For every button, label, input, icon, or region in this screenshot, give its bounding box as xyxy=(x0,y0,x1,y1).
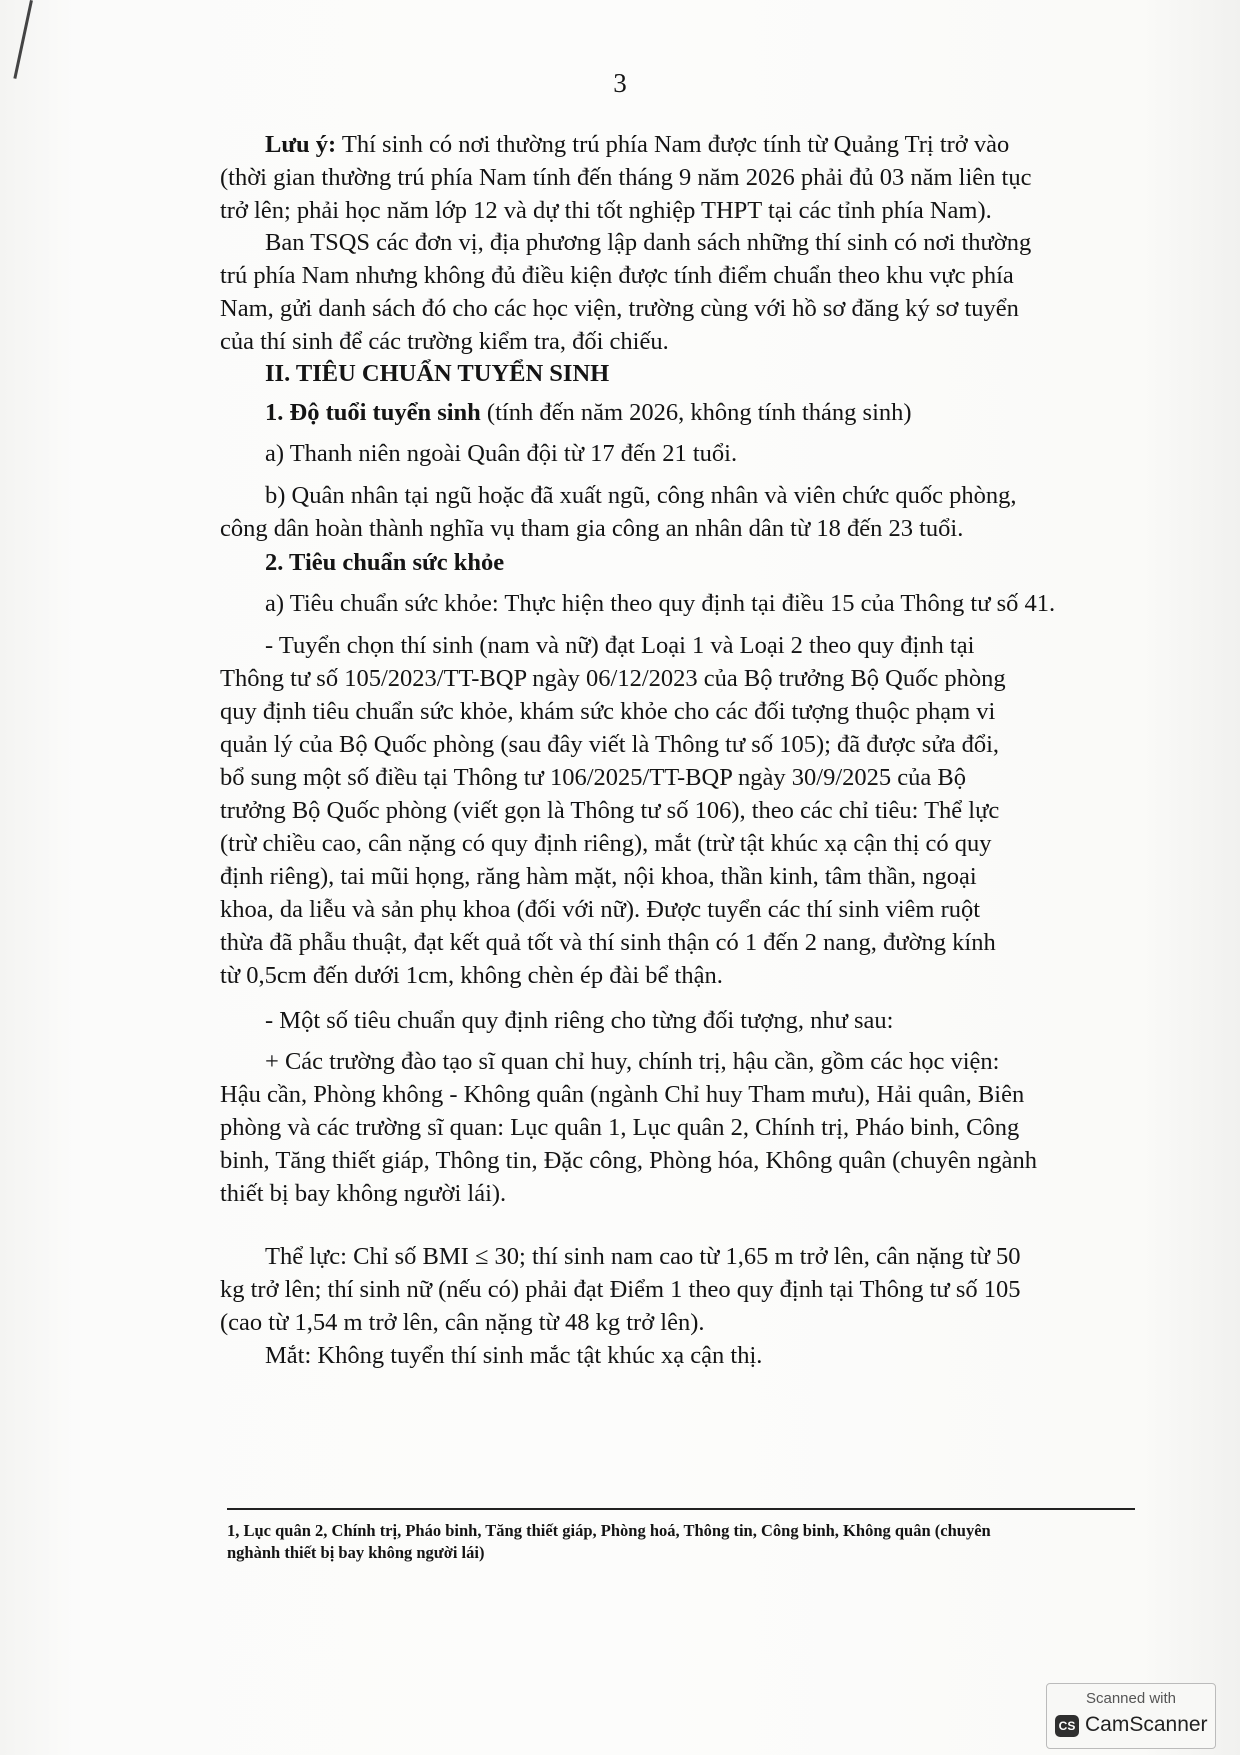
specific-standards-line: - Một số tiêu chuẩn quy định riêng cho từng đối tượng, như sau: xyxy=(265,1007,894,1034)
camscanner-watermark xyxy=(1046,1683,1216,1749)
page-number: 3 xyxy=(613,68,627,98)
age-item-a: a) Thanh niên ngoài Quân đội từ 17 đến 21 tuổi. xyxy=(265,440,738,467)
camscanner-logo-icon: CS xyxy=(1055,1715,1079,1737)
eyes-line: Mắt: Không tuyển thí sinh mắc tật khúc xạ cận thị. xyxy=(265,1342,763,1369)
bantsqs-paragraph: Ban TSQS các đơn vị, địa phương lập danh sách những thí sinh có nơi thường trú phía Nam nhưng không đủ điều kiện được tính điểm chuẩn theo khu vực phía Nam, gửi danh sách đó cho các học viện, trường cùng với hồ sơ đăng ký sơ tuyển của thí sinh để các trường kiểm tra, đối chiếu. xyxy=(220,229,1032,355)
health-item-a: a) Tiêu chuẩn sức khỏe: Thực hiện theo quy định tại điều 15 của Thông tư số 41. xyxy=(265,590,1056,617)
footnote-divider xyxy=(227,1508,1135,1510)
note-paragraph: Lưu ý: Thí sinh có nơi thường trú phía Nam được tính từ Quảng Trị trở vào (thời gian thường trú phía Nam tính đến tháng 9 năm 2026 phải đủ 03 năm liên tục trở lên; phải học năm lớp 12 và dự thi tốt nghiệp THPT tại các tỉnh phía Nam). xyxy=(220,131,1032,224)
note-label: Lưu ý: xyxy=(265,131,337,158)
watermark-caption: Scanned with xyxy=(1085,1690,1177,1707)
age-heading: 1. Độ tuổi tuyển sinh (tính đến năm 2026, không tính tháng sinh) xyxy=(265,399,912,426)
health-heading: 2. Tiêu chuẩn sức khỏe xyxy=(265,549,505,576)
watermark-brand: CamScanner xyxy=(1085,1713,1208,1736)
health-selection-paragraph: - Tuyển chọn thí sinh (nam và nữ) đạt Loại 1 và Loại 2 theo quy định tại Thông tư số 105/2023/TT-BQP ngày 06/12/2023 của Bộ trưởng Bộ Quốc phòng quy định tiêu chuẩn sức khỏe, khám sức khỏe cho các đối tượng thuộc phạm vi quản lý của Bộ Quốc phòng (sau đây viết là Thông tư số 105); đã được sửa đổi, bổ sung một số điều tại Thông tư 106/2025/TT-BQP ngày 30/9/2025 của Bộ trưởng Bộ Quốc phòng (viết gọn là Thông tư số 106), theo các chỉ tiêu: Thể lực (trừ chiều cao, cân nặng có quy định riêng), mắt (trừ tật khúc xạ cận thị có quy định riêng), tai mũi họng, răng hàm mặt, nội khoa, thần kinh, tâm thần, ngoại khoa, da liễu và sản phụ khoa (đối với nữ). Được tuyển các thí sinh viêm ruột thừa đã phẫu thuật, đạt kết quả tốt và thí sinh thận có 1 đến 2 nang, đường kính từ 0,5cm đến dưới 1cm, không chèn ép đài bể thận. xyxy=(220,632,1006,989)
age-item-b: b) Quân nhân tại ngũ hoặc đã xuất ngũ, công nhân và viên chức quốc phòng, công dân hoàn thành nghĩa vụ tham gia công an nhân dân từ 18 đến 23 tuổi. xyxy=(220,482,1017,542)
section-heading: II. TIÊU CHUẨN TUYỂN SINH xyxy=(265,360,610,387)
footnote: 1, Lục quân 2, Chính trị, Pháo binh, Tăng thiết giáp, Phòng hoá, Thông tin, Công binh, Không quân (chuyên nghành thiết bị bay không người lái) xyxy=(227,1521,991,1562)
physical-paragraph: Thể lực: Chỉ số BMI ≤ 30; thí sinh nam cao từ 1,65 m trở lên, cân nặng từ 50 kg trở lên; thí sinh nữ (nếu có) phải đạt Điểm 1 theo quy định tại Thông tư số 105 (cao từ 1,54 m trở lên, cân nặng từ 48 kg trở lên). xyxy=(220,1243,1021,1336)
schools-paragraph: + Các trường đào tạo sĩ quan chỉ huy, chính trị, hậu cần, gồm các học viện: Hậu cần, Phòng không - Không quân (ngành Chỉ huy Tham mưu), Hải quân, Biên phòng và các trường sĩ quan: Lục quân 1, Lục quân 2, Chính trị, Pháo binh, Công binh, Tăng thiết giáp, Thông tin, Đặc công, Phòng hóa, Không quân (chuyên ngành thiết bị bay không người lái). xyxy=(220,1048,1037,1207)
